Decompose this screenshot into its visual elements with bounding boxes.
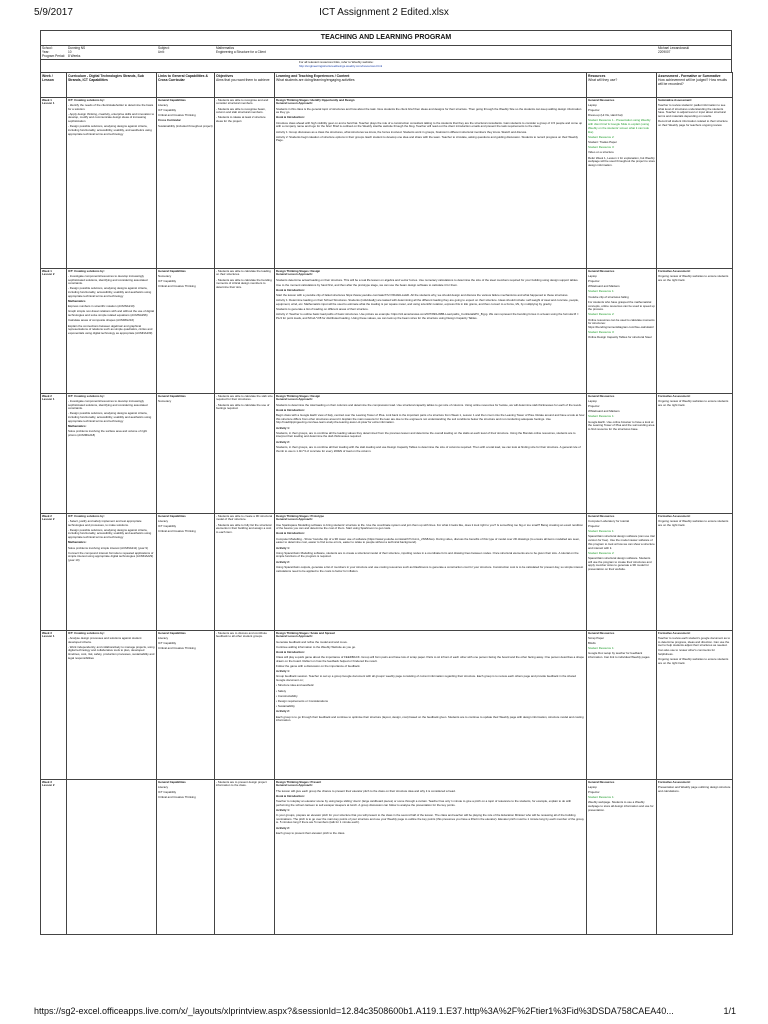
objectives-cell-line: - Students are to present design project information to the class. — [216, 779, 267, 788]
content-cell — [275, 268, 587, 393]
curriculum-cell-line: - Apply design thinking, creativity, enterprise skills and innovation to develop, modify and communicate design ideas of increasing sophistication — [68, 111, 155, 124]
capabilities-cell — [157, 513, 215, 630]
curriculum-cell-line: ICT: Creating solutions by: — [68, 393, 105, 398]
assessment-cell-line: Presentation and Weebly page outlining design structure and calculations. — [658, 784, 731, 793]
content-cell-line: The lesson will give each group the chance to present their elevator pitch to the class on their structure idea and why it is considered a head. — [276, 788, 456, 793]
objectives-cell — [215, 779, 275, 934]
content-cell-line: • Structure idea and aesthetic — [276, 683, 314, 688]
curriculum-cell-line: Explain the connections between algebraic and graphical representations of relations such as simple quadratics, circles and exponentials using digital technology as appropriate (ACMNA239) — [68, 323, 153, 335]
assessment-cell — [657, 630, 733, 779]
capabilities-cell-line: Literacy — [158, 102, 169, 107]
school-label: School: — [42, 46, 53, 50]
content-cell-line: Each group is to go through their feedback and continue to optimise their structure (layout, design, cost) based on the feedback given. Students are to continue to update their Weebly page with design information, structure model and costing information. — [276, 714, 584, 723]
week-label: Week 1 — [42, 97, 52, 102]
week-label: Week 3 — [42, 779, 52, 784]
table-row — [41, 97, 733, 268]
resources-cell — [587, 268, 657, 393]
content-cell-line: • Constructability — [276, 693, 298, 698]
resources-cell — [587, 513, 657, 630]
curriculum-cell-line: - Investigate components/resources to develop increasingly sophisticated solutions, identifying and considering associated constraints. — [68, 398, 148, 411]
teacher-id: 2209007 — [658, 50, 671, 55]
capabilities-cell — [157, 630, 215, 779]
content-cell-line: Students, in their groups, are to combine all their loading with the slab loading and use Design Capacity Tables to determine the size of columns required. Then with a total load, we can look at finding size for their structure. A general rule of thumb to use is 1.0m^3 of concrete for every 200kN of load on the column. — [276, 444, 581, 453]
content-cell-line: Using SpaceClaim outputs, generate a list of members in your structure and use costing resources such as Rawlinsons to generate a construction cost for your structure. Construction cost is to be calculated for present day, so simple interest calculations need to be applied to the costs to factor for inflation. — [276, 564, 584, 573]
assessment-cell-line: Formative Assessment: — [658, 630, 691, 635]
resources-cell-line: Student Resource 1: — [588, 414, 615, 419]
content-cell-line: Begin class with a Google Earth view of Italy, centred over the Leaning Tower of Pisa. Link back to the important parts of a structure from Week 1, Lesson 1 and then zoom into the Leaning Tower of Pisa. Rotate around and have a look at how this structure differs from other structures around it. Explain the main reasons for the lean are due to the engineers not understanding the soil conditions below the structure and not conducting adequate footings. Use http://roadtrippingeering.com/see-learn-study-the-leaning-tower-of-pisa/ for extra information. — [276, 412, 585, 425]
assessment-cell-line: Ongoing review of Weebly websites to ensure students are on the right track. — [658, 657, 729, 666]
curriculum-cell-line: Mathematics: — [68, 424, 87, 429]
col-header-objectives: Objectives Aims that you want them to achieve — [215, 72, 275, 97]
curriculum-cell-line: ICT: Creating solutions by: — [68, 630, 105, 635]
year-label: Year: — [42, 50, 50, 55]
table-row — [41, 630, 733, 779]
assessment-cell — [657, 393, 733, 513]
lesson-label: Lesson 1 — [42, 634, 55, 639]
curriculum-cell — [67, 513, 157, 630]
content-cell-line: Activity 1: Group discusses as a class the structures, what structures we know, the forces involved. Students work in groups, brainstorm different structural members they know. Sketch and discuss. — [276, 129, 528, 134]
capabilities-cell-line: Critical and Creative Thinking — [158, 284, 196, 289]
print-source-url: https://sg2-excel.officeapps.live.com/x/_layouts/xlprintview.aspx?&sessionId=12.84c3508600b1.A119.1.E37.http%3A%2F%2Ftier1%3Fid%3DSDA758CAEA40... — [34, 1006, 674, 1016]
resources-cell-line: Refer Week 1, Lesson 1 for explanation, but Weebly webpage will be used throughout the project to store design information. — [588, 155, 656, 167]
unit-value: Engineering a Structure for a Client — [216, 50, 266, 55]
week-label: Week 2 — [42, 513, 52, 518]
curriculum-cell-line: ICT: Creating solutions by: — [68, 513, 105, 518]
content-cell-line: Generate feedback and refine the model and and move. — [276, 639, 348, 644]
program-title: TEACHING AND LEARNING PROGRAM — [40, 30, 732, 45]
curriculum-cell — [67, 630, 157, 779]
subject-value: Mathematics — [216, 46, 235, 50]
assessment-cell-line: Can also use to review other's comments for helpfulness. — [658, 648, 715, 657]
curriculum-cell-line: Solve problems involving the surface area and volume of right prisms (ACMMG218) — [68, 429, 148, 437]
content-cell-line: In your groups, prepare an elevator pitch for your structure that you will present to the class in the second half of the lesson. The class and teacher will be playing the role of the Education Minister who will be reviewing all of the building nominations. The pitch is to go over the main key points of your structure and use your Weebly page to outline the key points (this presumes you have a iPad in the elevator). Elevator pitch must be 1 minute long by each member of the group, ie. 5 minutes long if there are 5 members (talk for 1 minute each). — [276, 813, 585, 825]
resources-cell-line: Laptop — [588, 102, 597, 107]
curriculum-cell-line: - Design possible solutions, analysing designs against criteria, including functionality, accessibility, usability and aesthetics using appropriate technical terms and technology — [68, 411, 152, 423]
content-cell — [275, 513, 587, 630]
col-header-content: Learning and Teaching Experiences / Content What students are doing/learning/engaging activities — [275, 72, 587, 97]
resource-link[interactable]: http://engineeringstructureetbeings.weebly.com/resources.html — [299, 63, 383, 68]
resources-cell-line: Projector — [588, 279, 600, 284]
resources-cell-line: Projector — [588, 524, 600, 529]
year-value: 10 — [68, 50, 72, 55]
unit-label: Unit: — [158, 50, 165, 55]
objectives-cell-line: - Students to ideate at least 2 structure ideas for the project. — [216, 115, 266, 124]
capabilities-cell-line: Literacy — [158, 635, 169, 640]
capabilities-cell-line: Literacy — [158, 784, 169, 789]
content-cell-line: Hook & Introduction: — [276, 649, 305, 654]
resources-cell-line: Bits/ls — [588, 641, 596, 646]
objectives-cell-line: - Students are able to create a 3D structural model of their structure. — [216, 513, 273, 522]
lesson-label: Lesson 1 — [42, 101, 55, 106]
page-number: 1/1 — [723, 1006, 736, 1016]
week-cell — [41, 393, 67, 513]
objectives-cell-line: - Students are able to fully list the structural elements in their building and assign a cost to each item. — [216, 522, 272, 534]
design-stage: Design Thinking Stages: Present — [276, 779, 322, 784]
content-cell-line: Computer Modelling - Show Youtube clip of a 3D tower use of software (https://www.youtube.com/watch?v=ivmL_2NS8Jwo). During video, discuss the benefits of this type of model over 2D drawings (to ensure all items modelled are seen, easier to determine cost, easier to find some errors, easier to relate to people without a technical background). — [276, 536, 580, 545]
content-cell-line: Students determine actual loading on their structure. This will be a real life lesson on algebra and vector forces. Use numeracy calculations to determine the size of the steel members required for your building using design support tables. — [276, 277, 579, 282]
content-cell-line: Hook & Introduction: — [276, 115, 305, 120]
content-cell-line: General Lesson Approach: — [276, 101, 313, 106]
capabilities-cell — [157, 393, 215, 513]
lesson-label: Lesson 2 — [42, 783, 55, 788]
resource-links-note: For all relevant resources links, refer to Weebly website: — [299, 59, 374, 64]
week-label: Week 3 — [42, 630, 52, 635]
week-label: Week 1 — [42, 268, 52, 273]
design-stage: Design Thinking Stages: Scale and Spread — [276, 630, 335, 635]
resources-cell-line: Student Resource 3: — [588, 145, 615, 150]
content-cell-line: Continue adding information to the Weebly Website as you go. — [276, 644, 356, 649]
week-label: Week 2 — [42, 393, 52, 398]
resources-cell-line: General Resources — [588, 779, 615, 784]
capabilities-cell-line: ICT Capability — [158, 108, 177, 113]
objectives-cell — [215, 393, 275, 513]
resources-cell-line: Student: Trades Paper — [588, 139, 617, 144]
content-cell-line: Activity 2: — [276, 439, 290, 444]
content-cell-line: General Lesson Approach: — [276, 783, 313, 788]
capabilities-cell-line: Sustainability (included throughout project) — [158, 123, 213, 128]
resources-cell — [587, 630, 657, 779]
design-stage: Design Thinking Stages: Design — [276, 268, 321, 273]
curriculum-cell-line: Calculate areas of composite shapes (ACMMG216) — [68, 318, 135, 323]
curriculum-cell-line: Express numbers in scientific notation (ACMNA210) — [68, 304, 135, 309]
capabilities-cell-line: Critical and Creative Thinking — [158, 529, 196, 534]
resources-cell-line: General Resources — [588, 393, 615, 398]
resources-cell-line: Student Resource 1 - Presentation using Weebly with client brief & Google Slide to explain (using Weebly on the students' screen what it can look like) — [588, 118, 651, 134]
table-row — [41, 779, 733, 934]
table-row — [41, 268, 733, 393]
content-cell-line: Use to the moment calculations by hand first, and then after the prototype stage, we can use the beam design software to calculate it for them. — [276, 282, 458, 287]
content-cell — [275, 630, 587, 779]
resources-cell-line: General Resources — [588, 630, 615, 635]
assessment-cell-line: Formative Assessment: — [658, 268, 691, 273]
assessment-cell — [657, 97, 733, 268]
col-header-curriculum: Curriculum - Digital Technologies Strands, Sub Strands, ICT Capabilities — [67, 72, 157, 97]
resources-cell-line: Student Resource 1: — [588, 795, 615, 800]
week-cell — [41, 630, 67, 779]
curriculum-cell — [67, 393, 157, 513]
capabilities-cell-line: General Capabilities — [158, 779, 186, 784]
assessment-cell — [657, 268, 733, 393]
resources-cell-line: Weebly webpage. Students to use a Weebly webpage to store all design information and use for presentation. — [588, 800, 654, 812]
school-value: Dunning NS — [68, 46, 86, 50]
objectives-cell — [215, 268, 275, 393]
resources-cell-line: Whiteboard and Markers — [588, 284, 620, 289]
resources-cell-line: Laptop — [588, 398, 597, 403]
assessment-cell-line: Summative Assessment: — [658, 97, 693, 102]
program-table — [40, 72, 733, 935]
content-cell-line: Hook & Introduction: — [276, 793, 305, 798]
capabilities-cell-line: ICT Capability — [158, 524, 177, 529]
content-cell-line: Each group to present their elevator pitch to the class. — [276, 830, 346, 835]
resources-cell — [587, 97, 657, 268]
capabilities-cell-line: General Capabilities — [158, 97, 186, 102]
content-cell-line: Class will play a quick game about the importance of FEEDBACK. Group will form pairs and have lots of scrap paper. Pairs to sit infront of each other with one person facing the board and the other facing away. One person describes a shape drawn on the board. Reflect on how the feedback helped or hindered the result. — [276, 655, 584, 663]
objectives-cell-line: - Students are to discuss and contribute feedback to all other student groups. — [216, 630, 267, 639]
capabilities-cell-line: Cross Curricular — [158, 118, 181, 123]
content-cell-line: Students in this class is the general topic of structures and how about the task. Give students the client brief then ideas and designs for their structure. Then going through the Weebly Site so the students can keep adding design information as they go. — [276, 106, 582, 115]
column-header-row — [41, 72, 733, 97]
content-cell-line: Students to determine the total loading on their columns and determine the compression load. Use structural capacity tables to get size of columns. Using online resources for footsie, we will determine slab thicknesses for each of the levels. — [276, 402, 582, 407]
resources-cell-line: Scrap Paper — [588, 635, 605, 640]
resources-cell-line: Whiteboard and Markers — [588, 409, 620, 414]
resources-cell-line: General Resources — [588, 513, 615, 518]
curriculum-cell-line: Mathematics: — [68, 540, 87, 545]
resources-cell-line: Student Resource 1: — [588, 646, 615, 651]
teacher-name: Michael Lewandowski — [658, 46, 690, 50]
capabilities-cell — [157, 97, 215, 268]
capabilities-cell-line: General Capabilities — [158, 630, 186, 635]
content-cell-line: Use Sparkspace Modelling software to bring students' structure to life. Use the coordinate system and join them up with lines. For what it looks like, does it look right to you? Is something too big or too small? Being creating an exact rendition of the beams you can and determine the cost of them. Start using Sparkroom to get costs. — [276, 522, 583, 531]
capabilities-cell-line: Critical and Creative Thinking — [158, 795, 196, 800]
week-cell — [41, 513, 67, 630]
table-row — [41, 513, 733, 630]
content-cell-line: Activity 1: — [276, 807, 290, 812]
content-cell-line: Activity 1: — [276, 669, 290, 674]
resources-cell-line: Computer Laboratory for tutorial — [588, 518, 629, 523]
curriculum-cell-line: Graph simple non-linear relations with and without the use of digital technologies and solve simple related equations (ACMNA296) — [68, 309, 154, 318]
period-value: 8 Weeks — [68, 54, 81, 59]
col-header-resources: Resources What will they use? — [587, 72, 657, 97]
curriculum-cell — [67, 97, 157, 268]
capabilities-cell — [157, 268, 215, 393]
content-cell-line: Students to generate a list of loading on different areas of their structure. — [276, 307, 369, 312]
content-cell-line: Activity 2: — [276, 709, 290, 714]
objectives-cell — [215, 630, 275, 779]
content-cell-line: Activity 1: — [276, 545, 290, 550]
resources-cell — [587, 779, 657, 934]
content-cell-line: General Lesson Approach: — [276, 272, 313, 277]
resources-cell-line: General Resources — [588, 268, 615, 273]
subject-label: Subject: — [158, 46, 170, 50]
content-cell-line: General Lesson Approach: — [276, 634, 313, 639]
resources-cell-line: Online Design Capacity Tables for structural Steel — [588, 335, 652, 340]
assessment-cell — [657, 779, 733, 934]
content-cell-line: Activity 2: — [276, 559, 290, 564]
content-cell-line: • Sustainability — [276, 704, 295, 709]
content-cell-line: Students, in their groups, are to combine all the loading values they determined from the previous lesson and determine the overall loading on the slabs at each level of their structure. Using the Bondek online resources, students are to interpret their loading and determine the slab thicknesses required. — [276, 430, 576, 439]
content-cell-line: Using SpaceClaim Modelling software, students are to create a structural model of their structure, inputting nodes in a coordinate form and drawing lines between nodes. Once structural elements are to be given their size. A tutorial on the simple functions of the program is required. — [276, 550, 579, 559]
assessment-cell-line: Ongoing review of Weebly websites to ensure students are on the right track. — [658, 273, 729, 282]
assessment-cell-line: Formative Assessment: — [658, 513, 691, 518]
content-cell-line: Activity 1: — [276, 425, 290, 430]
capabilities-cell-line: General Capabilities — [158, 268, 186, 273]
resources-cell-line: Projector — [588, 108, 600, 113]
resources-cell-line: Student Resource 2: — [588, 312, 615, 317]
content-cell-line: General Lesson Approach: — [276, 397, 313, 402]
curriculum-cell-line: - Select, justify and safely implement and test appropriate technologies and processes, to make solutions. — [68, 518, 142, 527]
resources-cell-line: Youtube clip of structures failing — [588, 294, 629, 299]
capabilities-cell-line: General Capabilities — [158, 513, 186, 518]
week-cell — [41, 268, 67, 393]
resources-cell-line: Online resources can be used to calculate moments for structures: https://bendingmomentdiagram.com/free-calculator/ — [588, 317, 655, 330]
lesson-label: Lesson 2 — [42, 517, 55, 522]
col-header-week: Week / Lesson — [41, 72, 67, 97]
curriculum-cell-line: Connect the compound interest formula to repeated applications of simple interest using appropriate digital technologies (ACMNA229) (year 10) — [68, 550, 154, 563]
design-stage: Design Thinking Stages: Identify Opportunity and Design — [276, 97, 355, 102]
resources-cell-line: Laptop — [588, 784, 597, 789]
objectives-cell-line: - Students are able to recognise beam, column and slab structural members. — [216, 106, 266, 115]
content-cell-line: Hook & Introduction: — [276, 287, 305, 292]
capabilities-cell-line: ICT Capability — [158, 641, 177, 646]
period-label: Program Period: — [42, 54, 66, 59]
content-cell-line: Activity 2: — [276, 825, 290, 830]
resource-links — [40, 60, 732, 72]
assessment-cell-line: Formative Assessment: — [658, 393, 691, 398]
content-cell — [275, 393, 587, 513]
lesson-label: Lesson 1 — [42, 397, 55, 402]
spreadsheet-printout — [40, 30, 732, 1000]
col-header-links: Links to General Capabilities & Cross Curricular — [157, 72, 215, 97]
objectives-cell-line: - Students are able to calculate the bending moments of critical design members to determine their size. — [216, 277, 272, 289]
capabilities-cell-line: ICT Capability — [158, 790, 177, 795]
content-cell-line: • Design requirements or Considerations — [276, 698, 328, 703]
curriculum-cell — [67, 268, 157, 393]
content-cell-line: Hook & Introduction: — [276, 407, 305, 412]
capabilities-cell — [157, 779, 215, 934]
objectives-cell-line: - Students are able to calculate the slab size required for their structures. — [216, 393, 273, 402]
assessment-cell-line: Teacher to review students' padlet information to see what level of structures understanding the students have. Teacher to adjust level or input about structural terms and materials depending on results. — [658, 102, 726, 118]
week-cell — [41, 779, 67, 934]
resources-cell-line: Student Resource 1: — [588, 289, 615, 294]
curriculum-cell-line: ICT: Creating solutions by: — [68, 268, 105, 273]
curriculum-cell-line: Solve problems involving simple interest (ACMNA211) (year 9) — [68, 545, 148, 550]
objectives-cell-line: - Students are able to recognise and and consider structural members. — [216, 97, 269, 106]
objectives-cell-line: - Students are able to calculate the use of footings required. — [216, 402, 270, 411]
objectives-cell — [215, 513, 275, 630]
objectives-cell — [215, 97, 275, 268]
resources-cell-line: Google Earth. Use online browser to have a look at the Leaning Tower of Pisa and the surrounding area to find resource for the structures base. — [588, 419, 655, 432]
design-stage: Design Thinking Stages: Prototype — [276, 513, 325, 518]
curriculum-cell-line: - Identify the needs of the client/stakeholder to determine the basis for a solution. — [68, 102, 154, 111]
capabilities-cell-line: Critical and Creative Thinking — [158, 646, 196, 651]
content-cell-line: Teacher to roleplay an elevator scene by using large sliding 'doors' (large cardboard pieces) or some through a curtain. Teacher has only 1 minute to give a pitch on a topic of relevance to the students, for example, explain to do with performing the school canteen to sell escaper sleepers at lunch. A group discussion can follow to analyse the presentation for the key points. — [276, 798, 572, 807]
capabilities-cell-line: General Capabilities — [158, 393, 186, 398]
resources-cell-line: Student Resource 1: — [588, 529, 615, 534]
print-date: 5/9/2017 — [34, 7, 73, 18]
resources-cell-line: Projector — [588, 790, 600, 795]
resources-cell — [587, 393, 657, 513]
curriculum-cell-line: - Design possible solutions, analysing designs against criteria, including functionality, accessibility, usability, and aesthetics using appropriate technical terms and technology — [68, 124, 152, 136]
assessment-cell — [657, 513, 733, 630]
content-cell-line: Group feedback session. Teacher to set up a group Google document with all groups' weebly page consisting of current information regarding their structure. Each group is to review each others page and provide feedback in the shared Google document on; — [276, 674, 577, 683]
assessment-cell-line: Ongoing review of Weebly websites to ensure students are on the right track. — [658, 398, 729, 407]
capabilities-cell-line: ICT Capability — [158, 279, 177, 284]
curriculum-cell-line: Mathematics — [68, 299, 86, 304]
curriculum-cell-line: - Work independently, and collaboratively to manage projects, using digital technology and collaborative tools to plan, developed timelines, cost, risk, safety, production processes, sustainability and legal responsibilities — [68, 644, 155, 660]
program-info-block — [40, 45, 732, 60]
resources-cell-line: SpaceClaim structural design software (can use trial version for free). Use the model viewer software of this program to look at how we can show a structure and interact with it. — [588, 534, 655, 550]
resources-cell-line: Google Doc setup by teacher for feedback information. Can link to individual Weebly pages. — [588, 651, 651, 660]
curriculum-cell-line: - Design possible solutions, analysing designs against criteria, including functionality, accessibility, usability and aesthetics using appropriate technical terms and technology — [68, 527, 152, 540]
resources-cell-line: Laptop — [588, 273, 597, 278]
capabilities-cell-line: Critical and Creative Thinking — [158, 113, 196, 118]
table-row — [41, 393, 733, 513]
capabilities-cell-line: Numeracy — [158, 273, 172, 278]
curriculum-cell-line: - Design possible solutions, analysing designs against criteria, including functionality, accessibility, usability and aesthetics using appropriate technical terms and technology — [68, 286, 152, 298]
content-cell-line: Introduce class ahead with high visibility gear on and a hard hat. Teacher plays the role of a construction consultant talking to the students that they are the structural consultants. Gain students to consider a group of 3-5 people and come up with a company name and logo for the brief. Brief is outlined on the Weebly site/the website through the blog. Teacher will read out the client introduction emails and present the task requirements to the class. — [276, 120, 583, 129]
content-cell-line: • Safety — [276, 688, 287, 693]
resources-cell-line: Projector — [588, 404, 600, 409]
week-cell — [41, 97, 67, 268]
capabilities-cell-line: Literacy — [158, 518, 169, 523]
curriculum-cell-line: - Investigate components/resources to develop increasingly sophisticated solutions, identifying and considering associated constraints. — [68, 273, 148, 286]
resources-cell-line: SpaceClaim structural design software. Students will use the program to create their structures and apply member sizes to generate a 3D model for presentation on their website. — [588, 555, 652, 572]
assessment-cell-line: Formative Assessment: — [658, 779, 691, 784]
assessment-cell-line: Record all student information related to their structure on their Weebly page for teachers ongoing review. — [658, 119, 728, 127]
resources-cell-line: Student Resource 2: — [588, 134, 615, 139]
col-header-assessment: Assessment - Formative or Summative How achievement will be judged? How results will be recorded? — [657, 72, 733, 97]
resources-cell-line: For students who have grasped the mathematical concepts, online resources can be used to speed up the process. — [588, 299, 655, 312]
content-cell — [275, 97, 587, 268]
resources-cell-line: Video on a structure — [588, 150, 614, 155]
capabilities-cell-line: Numeracy — [158, 398, 172, 403]
curriculum-cell — [67, 779, 157, 934]
curriculum-cell-line: ICT: Creating solutions by: — [68, 97, 105, 102]
content-cell — [275, 779, 587, 934]
content-cell-line: Start the lesson with a youtube clip of failed structures https://www.youtube.com/watch?v=XDdAbLLwkD. All the students why, we should design and discuss the various failure mechanisms and what happened to these structures. — [276, 293, 569, 298]
design-stage: Design Thinking Stages: Design — [276, 393, 321, 398]
assessment-cell-line: Ongoing review of Weebly websites to ensure students are on the right track. — [658, 518, 729, 527]
content-cell-line: Activity 1: Determine loading on their School Structures. Students (individually) are tasked with determining all the different loading they are going to expect on their structure. Ideas should include: self-weight of steel and concrete, people, equipment, wind, etc. Mathematics input will be used to estimate what the loading is per square meter, and using scientific notation, express this in kilo grams, and then convert to a Force, kN, by multiplying by gravity. — [276, 298, 579, 307]
resources-cell-line: Student Resource 2: — [588, 550, 615, 555]
content-cell-line: Activity 2: Teacher to outline basic load paths of basic structures. Use picture as example: https://s3.amazonaws.com/637/99/1/ABB-Load paths_ConDetailsPC_B.jpg. We can represent the bending forces in a beam using the formula M = PL/4 for point loads, and M=wL^2/8 for distributed loading. Using these values, we can look up the beam sizes for the structure using Design Capacity Tables. — [276, 312, 579, 321]
resources-cell-line: General Resources — [588, 97, 615, 102]
content-cell-line: Follow the game with a discussion on the importance of feedback. — [276, 664, 361, 669]
content-cell-line: General Lesson Approach: — [276, 517, 313, 522]
assessment-cell-line: Teacher to review each student's google document as to to determine progress, ideas and direction. Can use the tool to help students adjust their structures as needed. — [658, 635, 731, 648]
content-cell-line: Activity 2: Students begin ideation of structure options in their groups. Each student to develop one idea and share with the team. Teacher to circulate, asking questions and guiding discussion. Students to record progress on their Weebly Page. — [276, 134, 578, 143]
resources-cell-line: Dress-up (Hi Vis, Hard hat) — [588, 113, 623, 118]
lesson-label: Lesson 2 — [42, 272, 55, 277]
document-filename: ICT Assignment 2 Edited.xlsx — [319, 7, 449, 18]
objectives-cell-line: - Students are able to calculate the loading on their structures. — [216, 268, 271, 277]
resources-cell-line: Student Resource 3: — [588, 330, 615, 335]
curriculum-cell-line: - Analyse design processes and solutions against student developed criteria. — [68, 635, 142, 644]
content-cell-line: Hook & Introduction: — [276, 531, 305, 536]
